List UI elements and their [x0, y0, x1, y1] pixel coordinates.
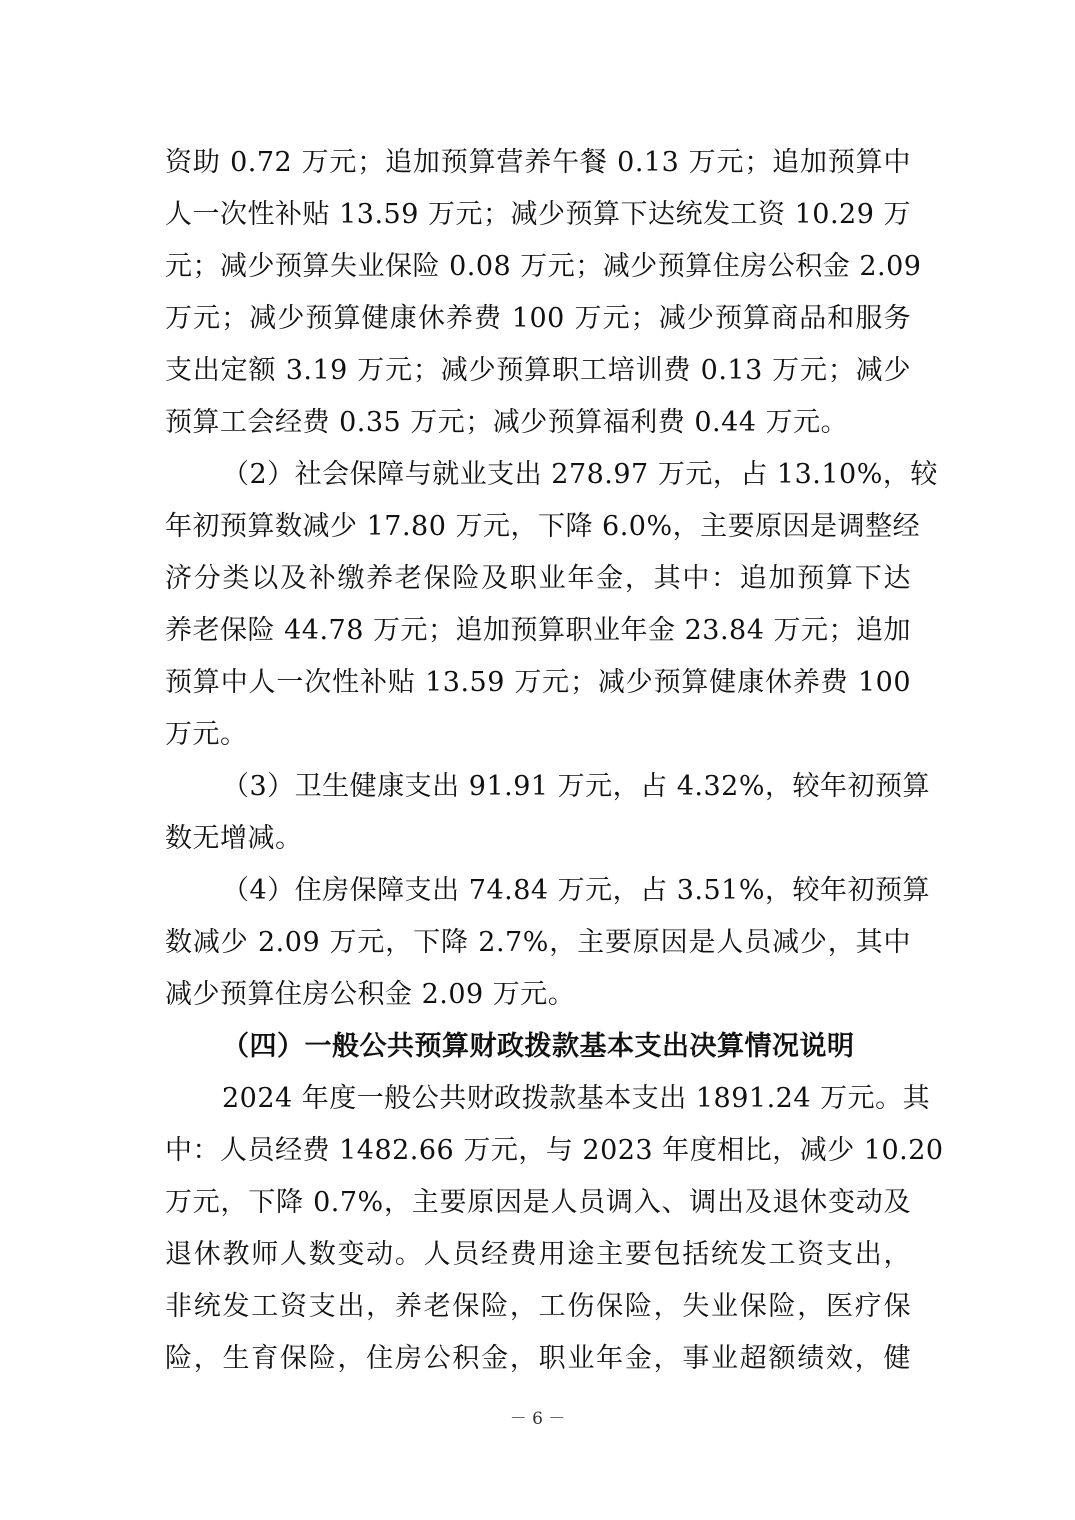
paragraph-line: 非统发工资支出，养老保险，工伤保险，失业保险，医疗保	[165, 1291, 911, 1322]
paragraph-line: 险，生育保险，住房公积金，职业年金，事业超额绩效，健	[165, 1343, 911, 1374]
paragraph-line: 退休教师人数变动。人员经费用途主要包括统发工资支出，	[165, 1239, 911, 1270]
paragraph-line: 万元。	[165, 719, 248, 750]
section-heading: （四）一般公共预算财政拨款基本支出决算情况说明	[222, 1031, 855, 1062]
page-number: － 6 －	[509, 1409, 566, 1429]
paragraph-line: 年初预算数减少 17.80 万元，下降 6.0%，主要原因是调整经	[165, 511, 921, 542]
paragraph-line-social-security: （2）社会保障与就业支出 278.97 万元，占 13.10%，较	[222, 459, 938, 490]
paragraph-line-housing: （4）住房保障支出 74.84 万元，占 3.51%，较年初预算	[222, 875, 930, 906]
paragraph-line: 济分类以及补缴养老保险及职业年金，其中：追加预算下达	[165, 563, 911, 594]
paragraph-line: 数减少 2.09 万元，下降 2.7%，主要原因是人员减少，其中	[165, 927, 911, 958]
paragraph-line-health: （3）卫生健康支出 91.91 万元，占 4.32%，较年初预算	[222, 771, 930, 802]
paragraph-line: 养老保险 44.78 万元；追加预算职业年金 23.84 万元；追加	[165, 615, 911, 646]
paragraph-line: 元；减少预算失业保险 0.08 万元；减少预算住房公积金 2.09	[165, 251, 922, 282]
paragraph-line: 万元，下降 0.7%，主要原因是人员调入、调出及退休变动及	[165, 1187, 911, 1218]
paragraph-line: 预算工会经费 0.35 万元；减少预算福利费 0.44 万元。	[165, 407, 849, 438]
paragraph-line: 人一次性补贴 13.59 万元；减少预算下达统发工资 10.29 万	[165, 199, 911, 230]
paragraph-line: 预算中人一次性补贴 13.59 万元；减少预算健康休养费 100	[165, 667, 911, 698]
paragraph-line-basic-expenditure: 2024 年度一般公共财政拨款基本支出 1891.24 万元。其	[222, 1083, 931, 1114]
paragraph-line: 支出定额 3.19 万元；减少预算职工培训费 0.13 万元；减少	[165, 355, 911, 386]
paragraph-line: 减少预算住房公积金 2.09 万元。	[165, 979, 576, 1010]
paragraph-line: 数无增减。	[165, 823, 303, 854]
paragraph-line: 中：人员经费 1482.66 万元，与 2023 年度相比，减少 10.20	[165, 1135, 944, 1166]
paragraph-line: 万元；减少预算健康休养费 100 万元；减少预算商品和服务	[165, 303, 911, 334]
paragraph-line: 资助 0.72 万元；追加预算营养午餐 0.13 万元；追加预算中	[165, 147, 911, 178]
